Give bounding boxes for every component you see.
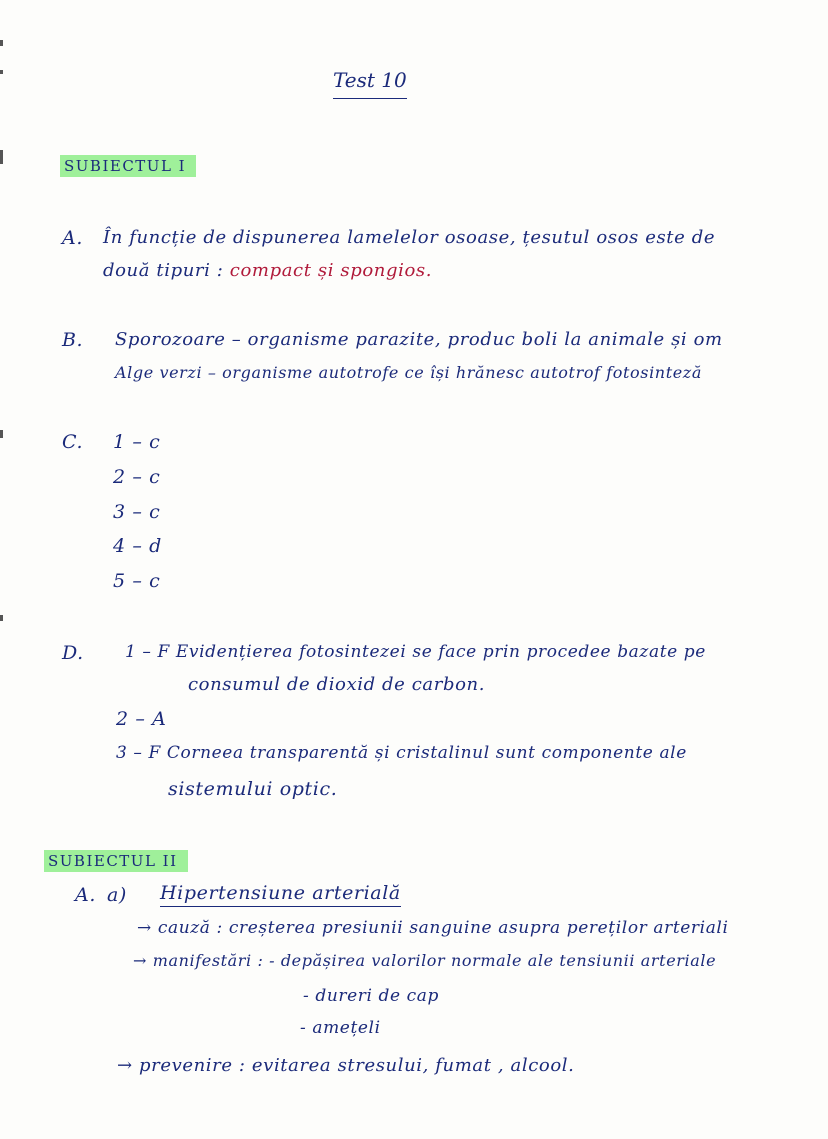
answer-compact-spongios: compact și spongios. [229,260,433,281]
binder-mark [0,615,3,621]
item-b-label: B. [62,329,84,351]
section-heading-2: SUBIECTUL II [44,851,188,870]
item-b-line2: Alge verzi – organisme autotrofe ce își hrănesc autotrof fotosinteză [115,363,702,382]
item-2a-sub-label: a) [107,884,127,906]
binder-mark [0,150,3,164]
item-a-label: A. [62,227,83,249]
item-a-line2: două tipuri : compact și spongios. [103,260,433,281]
item-d-3-line1: 3 – F Corneea transparentă și cristalinul sunt componente ale [116,743,687,763]
item-c-5: 5 – c [113,570,161,592]
item-c-3: 3 – c [113,501,161,523]
item-c-label: C. [62,431,84,453]
item-d-label: D. [62,642,84,664]
item-c-2: 2 – c [113,466,161,488]
binder-mark [0,70,3,74]
section-heading-1: SUBIECTUL I [60,156,196,175]
page-title: Test 10 [333,68,407,99]
prevenire-line: → prevenire : evitarea stresului, fumat , alcool. [117,1055,575,1076]
binder-mark [0,430,3,438]
item-d-2: 2 – A [116,708,167,730]
manifestari-line: → manifestări : - depășirea valorilor normale ale tensiunii arteriale [133,951,717,970]
item-a-line1: În funcție de dispunerea lamelelor osoase, țesutul osos este de [103,227,716,248]
item-c-4: 4 – d [113,535,162,557]
item-2a-label: A. [75,884,96,906]
topic-hipertensiune: Hipertensiune arterială [160,884,401,903]
manifestari-ameteli: - amețeli [300,1018,381,1038]
item-b-line1: Sporozoare – organisme parazite, produc boli la animale și om [115,329,723,350]
manifestari-dureri: - dureri de cap [303,986,440,1006]
item-d-1-line2: consumul de dioxid de carbon. [188,674,486,695]
item-d-3-line2: sistemului optic. [168,778,338,800]
item-c-1: 1 – c [113,431,161,453]
binder-mark [0,40,3,46]
cauza-line: → cauză : creșterea presiunii sanguine asupra pereților arteriali [137,918,729,938]
item-d-1-line1: 1 – F Evidențierea fotosintezei se face prin procedee bazate pe [125,642,706,662]
